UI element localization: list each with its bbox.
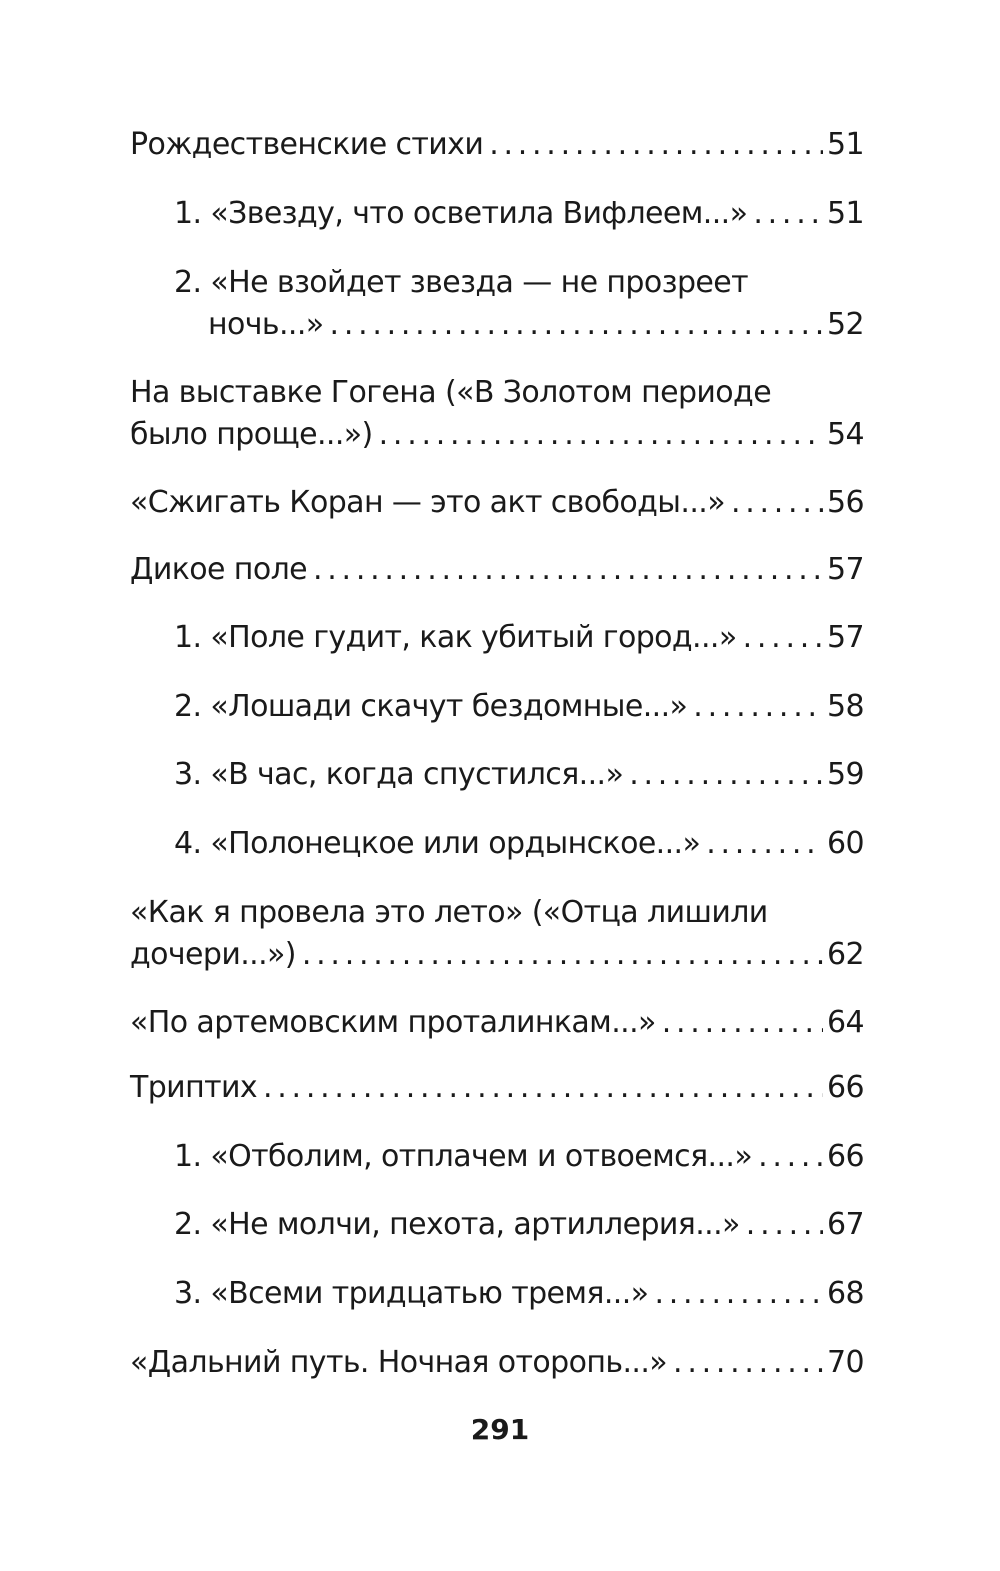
toc-line bbox=[174, 754, 864, 796]
toc-entry-title: Дикое поле bbox=[130, 552, 308, 587]
toc-page-number: 51 bbox=[827, 127, 864, 162]
toc-line bbox=[174, 823, 864, 865]
toc-entry-title: 3. «В час, когда спустился...» bbox=[174, 757, 624, 792]
toc-entry-title: 2. «Лошади скачут бездомные...» bbox=[174, 689, 688, 724]
toc-entry-title: «Дальний путь. Ночная оторопь...» bbox=[130, 1345, 668, 1380]
toc-entry-title-continued: было проще...») bbox=[130, 417, 373, 452]
toc-entry-title: 1. «Поле гудит, как убитый город...» bbox=[174, 620, 737, 655]
toc-subentry bbox=[174, 686, 864, 728]
toc-line bbox=[130, 892, 864, 934]
dot-leader bbox=[313, 549, 823, 591]
dot-leader bbox=[693, 686, 823, 728]
dot-leader bbox=[706, 823, 823, 865]
dot-leader bbox=[379, 414, 823, 456]
toc-entry-title: На выставке Гогена («В Золотом периоде bbox=[130, 375, 772, 410]
dot-leader bbox=[743, 617, 823, 659]
toc-entry bbox=[130, 482, 864, 524]
toc-line bbox=[174, 1136, 864, 1178]
toc-page-number: 54 bbox=[827, 417, 864, 452]
toc-entry-title-continued: дочери...») bbox=[130, 937, 296, 972]
toc-entry-title-continued: ночь...» bbox=[208, 307, 324, 342]
toc-entry-title: 2. «Не взойдет звезда — не прозреет bbox=[174, 265, 749, 300]
toc-line bbox=[130, 934, 864, 976]
toc-line bbox=[174, 617, 864, 659]
dot-leader bbox=[263, 1067, 823, 1109]
toc-entry bbox=[130, 124, 864, 166]
toc-page-number: 62 bbox=[827, 937, 864, 972]
toc-page-number: 67 bbox=[827, 1207, 864, 1242]
dot-leader bbox=[330, 304, 823, 346]
toc-line bbox=[174, 193, 864, 235]
toc-entry bbox=[130, 1342, 864, 1384]
toc-page-number: 58 bbox=[827, 689, 864, 724]
dot-leader bbox=[654, 1273, 823, 1315]
toc-line bbox=[174, 262, 864, 304]
toc-entry-title: Рождественские стихи bbox=[130, 127, 484, 162]
toc-line bbox=[174, 1204, 864, 1246]
toc-entry-title: Триптих bbox=[130, 1070, 258, 1105]
toc-page-number: 60 bbox=[827, 826, 864, 861]
toc-entry-title: 2. «Не молчи, пехота, артиллерия...» bbox=[174, 1207, 740, 1242]
toc-line bbox=[130, 414, 864, 456]
toc-entry bbox=[130, 549, 864, 591]
toc-page-number: 51 bbox=[827, 196, 864, 231]
toc-entry bbox=[130, 372, 864, 456]
toc-page-number: 57 bbox=[827, 552, 864, 587]
toc-subentry bbox=[174, 1204, 864, 1246]
toc-page-number: 64 bbox=[827, 1005, 864, 1040]
toc-entry-title: 1. «Отболим, отплачем и отвоемся...» bbox=[174, 1139, 753, 1174]
toc-subentry bbox=[174, 262, 864, 346]
dot-leader bbox=[629, 754, 823, 796]
toc-subentry bbox=[174, 823, 864, 865]
toc-subentry bbox=[174, 1136, 864, 1178]
dot-leader bbox=[673, 1342, 823, 1384]
toc-page-number: 52 bbox=[827, 307, 864, 342]
page-number: 291 bbox=[470, 1413, 530, 1446]
dot-leader bbox=[753, 193, 823, 235]
toc-entry-title: «Сжигать Коран — это акт свободы...» bbox=[130, 485, 725, 520]
toc-page-number: 66 bbox=[827, 1070, 864, 1105]
toc-entry-title: 3. «Всеми тридцатью тремя...» bbox=[174, 1276, 649, 1311]
dot-leader bbox=[746, 1204, 823, 1246]
toc-entry-title: «Как я провела это лето» («Отца лишили bbox=[130, 895, 768, 930]
toc-subentry bbox=[174, 617, 864, 659]
toc-entry-title: 1. «Звезду, что осветила Вифлеем...» bbox=[174, 196, 748, 231]
toc-line bbox=[130, 372, 864, 414]
toc-line bbox=[130, 1002, 864, 1044]
toc-line bbox=[174, 304, 864, 346]
toc-page-number: 59 bbox=[827, 757, 864, 792]
toc-entry bbox=[130, 892, 864, 976]
toc-line bbox=[130, 482, 864, 524]
toc-subentry bbox=[174, 193, 864, 235]
toc-page-number: 68 bbox=[827, 1276, 864, 1311]
dot-leader bbox=[662, 1002, 823, 1044]
toc-entry bbox=[130, 1002, 864, 1044]
toc-subentry bbox=[174, 754, 864, 796]
toc-entry-title: 4. «Полонецкое или ордынское...» bbox=[174, 826, 701, 861]
dot-leader bbox=[302, 934, 823, 976]
toc-entry bbox=[130, 1067, 864, 1109]
toc-line bbox=[130, 549, 864, 591]
dot-leader bbox=[731, 482, 823, 524]
dot-leader bbox=[489, 124, 823, 166]
toc-page-number: 66 bbox=[827, 1139, 864, 1174]
toc-line bbox=[130, 1342, 864, 1384]
toc-page-number: 70 bbox=[827, 1345, 864, 1380]
toc-entry-title: «По артемовским проталинкам...» bbox=[130, 1005, 656, 1040]
toc-page-number: 57 bbox=[827, 620, 864, 655]
toc-page-number: 56 bbox=[827, 485, 864, 520]
toc-line bbox=[174, 686, 864, 728]
toc-line bbox=[130, 1067, 864, 1109]
toc-line bbox=[130, 124, 864, 166]
dot-leader bbox=[758, 1136, 823, 1178]
toc-subentry bbox=[174, 1273, 864, 1315]
toc-line bbox=[174, 1273, 864, 1315]
